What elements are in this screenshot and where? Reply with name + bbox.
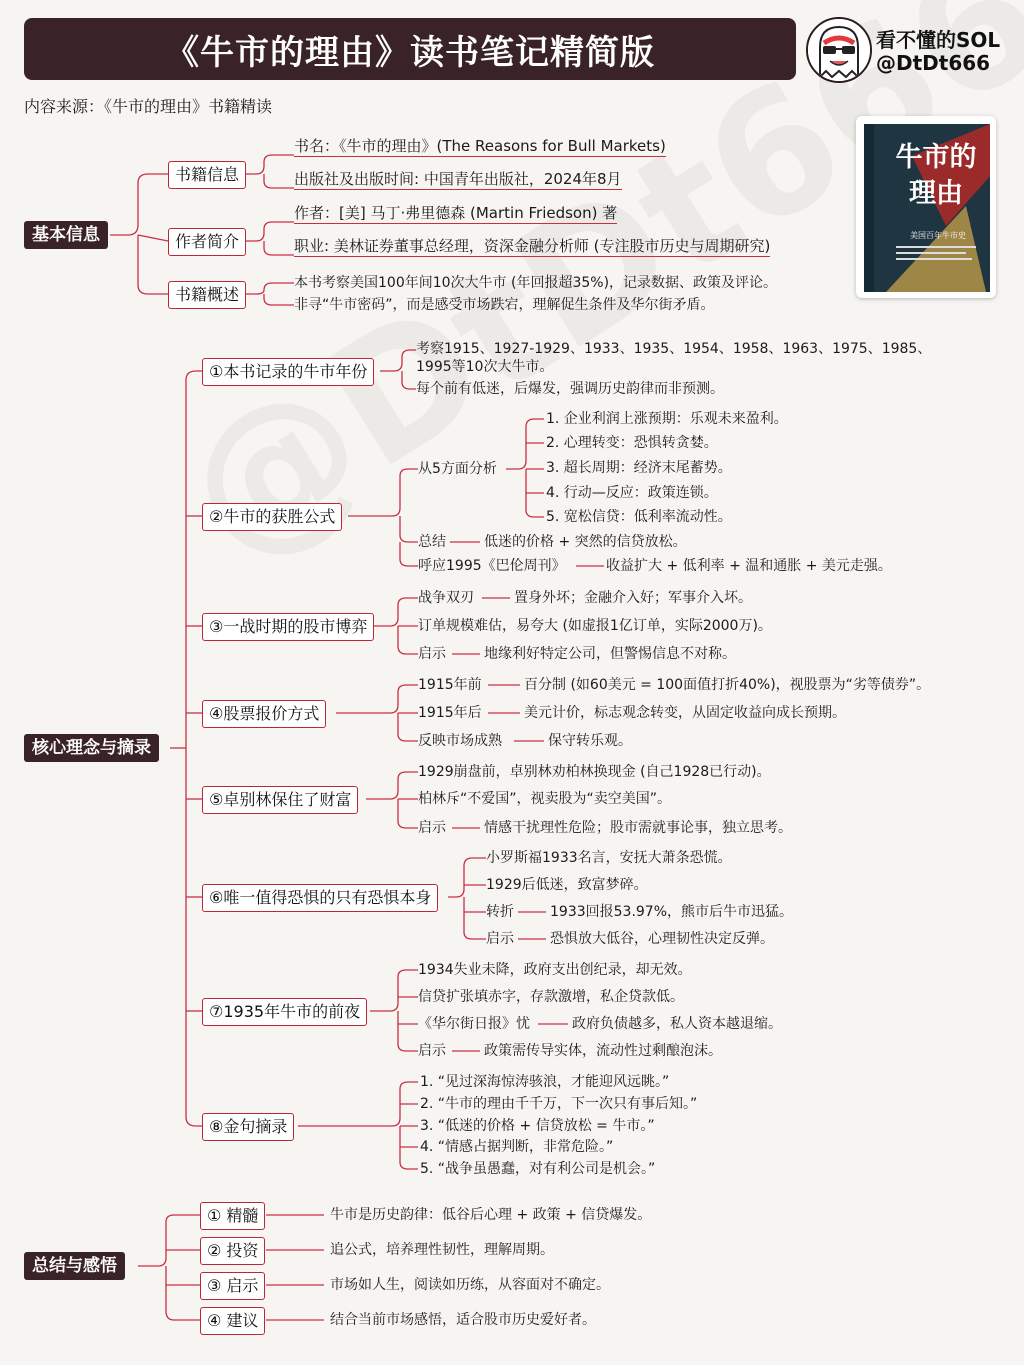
wwi-t2: 订单规模难估，易夸大 (如虚报1亿订单，实际2000万)。 [418,618,772,634]
essence-text: 牛市是历史韵律：低谷后心理 + 政策 + 信贷爆发。 [330,1207,652,1223]
chaplin-v3: 情感干扰理性危险；股市需就事论事，独立思考。 [484,820,792,836]
book-cover-title-2: 理由 [909,178,963,209]
summary-key: 总结 [418,534,446,550]
book-cover [856,116,996,298]
node-winning-formula: ②牛市的获胜公式 [202,503,342,531]
fear-t2: 1929后低迷，致富梦碎。 [486,877,648,893]
quote-v1: 百分制 (如60美元 = 100面值打折40%)，视股票为“劣等债券”。 [524,677,931,693]
advice-text: 结合当前市场感悟，适合股市历史爱好者。 [330,1312,596,1328]
wwi-k3: 启示 [418,646,446,662]
quote-v3: 保守转乐观。 [548,733,632,749]
author-intro-name: 作者：[美] 马丁·弗里德森 (Martin Friedson) 著 [294,204,618,222]
node-book-info: 书籍信息 [168,161,246,189]
summary-value: 低迷的价格 + 突然的信贷放松。 [484,534,687,550]
quote-k3: 反映市场成熟 [418,733,502,749]
eve-t1: 1934失业未降，政府支出创纪录，却无效。 [418,962,692,978]
page-title: 《牛市的理由》读书笔记精简版 [165,32,655,73]
bull-years-text-3: 每个前有低迷，后爆发，强调历史韵律而非预测。 [416,381,724,397]
node-quotes: ⑧金句摘录 [202,1113,294,1141]
section-summary: 总结与感悟 [24,1252,125,1280]
eve-k3: 《华尔街日报》忧 [418,1016,530,1032]
node-1935-eve: ⑦1935年牛市的前夜 [202,998,367,1026]
fear-k3: 转折 [486,904,514,920]
quote-v2: 美元计价，标志观念转变，从固定收益向成长预期。 [524,705,846,721]
aspect-2: 2. 心理转变：恐惧转贪婪。 [546,435,718,451]
bull-years-text-1: 考察1915、1927-1929、1933、1935、1954、1958、1963、1975、1985、 [416,341,932,357]
fear-k4: 启示 [486,931,514,947]
fear-v3: 1933回报53.97%，熊市后牛市迅猛。 [550,904,794,920]
chaplin-k3: 启示 [418,820,446,836]
wwi-v3: 地缘利好特定公司，但警惕信息不对称。 [484,646,736,662]
quote-3: 3. “低迷的价格 + 信贷放松 = 牛市。” [420,1118,655,1134]
book-cover-image [856,116,996,298]
eve-v4: 政策需传导实体，流动性过剩酿泡沫。 [484,1043,722,1059]
overview-line-1: 本书考察美国100年间10次大牛市 (年回报超35%)，记录数据、政策及评论。 [294,275,778,291]
node-wwi-market: ③一战时期的股市博弈 [202,613,374,641]
avatar [806,17,872,83]
quote-2: 2. “牛市的理由千千万，下一次只有事后知。” [420,1096,698,1112]
node-essence: ① 精髓 [200,1202,265,1230]
section-basic-info: 基本信息 [24,221,108,249]
node-overview: 书籍概述 [168,281,246,309]
source-line: 内容来源：《牛市的理由》书籍精读 [24,97,273,116]
five-aspects-label: 从5方面分析 [418,461,497,477]
node-fear-itself: ⑥唯一值得恐惧的只有恐惧本身 [202,884,438,912]
book-info-publisher: 出版社及出版时间: 中国青年出版社，2024年8月 [294,170,622,188]
insight-text: 市场如人生，阅读如历练，从容面对不确定。 [330,1277,610,1293]
eve-t2: 信贷扩张填赤字，存款激增，私企贷款低。 [418,989,684,1005]
header-bar [24,18,796,80]
bull-years-text-2: 1995等10次大牛市。 [416,359,554,375]
aspect-1: 1. 企业利润上涨预期：乐观未来盈利。 [546,411,788,427]
quote-5: 5. “战争虽愚蠢，对有利公司是机会。” [420,1161,656,1177]
node-advice: ④ 建议 [200,1307,265,1335]
quote-4: 4. “情感占据判断，非常危险。” [420,1139,614,1155]
eve-k4: 启示 [418,1043,446,1059]
fear-t1: 小罗斯福1933名言，安抚大萧条恐慌。 [486,850,732,866]
node-chaplin: ⑤卓别林保住了财富 [202,786,358,814]
book-cover-title-1: 牛市的 [895,142,977,173]
wwi-k1: 战争双刃 [418,590,474,606]
chaplin-t2: 柏林斥“不爱国”，视卖股为“卖空美国”。 [418,791,672,807]
eve-v3: 政府负债越多，私人资本越退缩。 [572,1016,782,1032]
section-core: 核心理念与摘录 [24,734,159,762]
quote-k2: 1915年后 [418,705,482,721]
overview-line-2: 非寻“牛市密码”，而是感受市场跌宕，理解促生条件及华尔街矛盾。 [294,297,715,313]
node-quote-method: ④股票报价方式 [202,700,326,728]
book-info-title: 书名：《牛市的理由》(The Reasons for Bull Markets) [294,137,666,155]
aspect-4: 4. 行动—反应：政策连锁。 [546,485,718,501]
echo-key: 呼应1995《巴伦周刊》 [418,558,566,574]
node-invest: ② 投资 [200,1237,265,1265]
wwi-v1: 置身外坏；金融介入好；军事介入坏。 [514,590,752,606]
node-author-intro: 作者简介 [168,228,246,256]
aspect-5: 5. 宽松信贷：低利率流动性。 [546,509,732,525]
author-handle: @DtDt666 [876,51,991,75]
chaplin-t1: 1929崩盘前，卓别林劝柏林换现金 (自己1928已行动)。 [418,764,771,780]
node-bull-years: ①本书记录的牛市年份 [202,358,374,386]
invest-text: 追公式，培养理性韧性，理解周期。 [330,1242,554,1258]
echo-value: 收益扩大 + 低利率 + 温和通胀 + 美元走强。 [606,558,892,574]
aspect-3: 3. 超长周期：经济末尾蓄势。 [546,460,732,476]
author-name: 看不懂的SOL [876,28,1001,52]
author-intro-job: 职业: 美林证券董事总经理，资深金融分析师 (专注股市历史与周期研究) [294,237,771,255]
node-insight: ③ 启示 [200,1272,265,1300]
quote-k1: 1915年前 [418,677,482,693]
book-cover-subtitle: 美国百年牛市史 [910,231,966,240]
ghost-avatar-icon [808,19,870,81]
quote-1: 1. “见过深海惊涛骇浪，才能迎风远眺。” [420,1074,670,1090]
fear-v4: 恐惧放大低谷，心理韧性决定反弹。 [550,931,774,947]
